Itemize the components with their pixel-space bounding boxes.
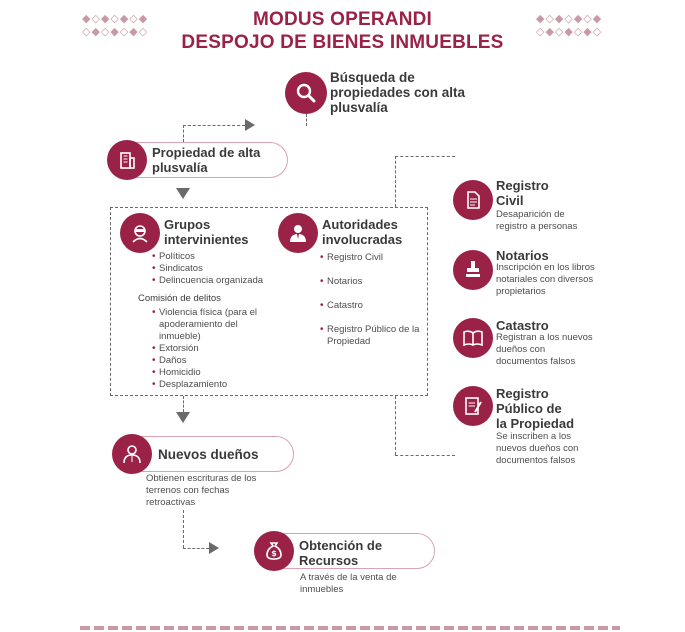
recursos-desc: A través de la venta de inmuebles: [300, 572, 397, 595]
grupos-list: [152, 251, 292, 287]
header-decoration-left: ◆◇◆◇◆◇◆ ◇◆◇◆◇◆◇: [82, 13, 149, 38]
registro-civil-icon-circle: [453, 180, 493, 220]
search-step-title: Búsqueda de propiedades con alta plusvalía: [330, 70, 466, 115]
recursos-title: Obtención de Recursos: [299, 538, 383, 568]
registry-icon: [461, 394, 485, 418]
registro-civil-desc: Desaparición de registro a personas: [496, 209, 578, 232]
connector-to-recursos: [183, 548, 209, 549]
autoridad-item: • Catastro: [320, 300, 420, 312]
connector-right-vertical-bottom: [395, 396, 396, 455]
official-person-icon: [286, 221, 310, 245]
stamp-icon: [461, 258, 485, 282]
connector-nuevos-down: [183, 510, 184, 548]
registro-publico-title: Registro Público de la Propiedad: [496, 386, 575, 431]
grupos-item: • Sindicatos: [152, 263, 292, 275]
catastro-desc: Registran a los nuevos dueños con documentos falsos: [496, 332, 593, 367]
registro-publico-icon-circle: [453, 386, 493, 426]
catastro-icon-circle: [453, 318, 493, 358]
arrow-to-search: [245, 119, 255, 131]
catastro-title: Catastro: [496, 318, 549, 333]
autoridad-item: • Registro Público de la Propiedad: [320, 324, 420, 348]
autoridad-item: • Registro Civil: [320, 252, 420, 264]
grupos-title: Grupos intervinientes: [164, 217, 249, 247]
masked-person-icon: [128, 221, 152, 245]
page-title-line2: DESPOJO DE BIENES INMUEBLES: [181, 32, 504, 53]
notarios-desc: Inscripción en los libros notariales con diversos propietarios: [496, 262, 595, 297]
autoridades-icon-circle: [278, 213, 318, 253]
delito-item: • Homicidio: [152, 367, 282, 379]
nuevos-desc: Obtienen escrituras de los terrenos con fechas retroactivas: [146, 473, 257, 508]
footer-decoration: [80, 626, 620, 630]
page-title-line1: MODUS OPERANDI: [252, 9, 433, 30]
delitos-subheading: Comisión de delitos: [138, 293, 221, 304]
owner-person-icon: [120, 442, 144, 466]
connector-box-to-nuevos: [183, 396, 184, 412]
delito-item: • Extorsión: [152, 343, 282, 355]
delito-item: • Desplazamiento: [152, 379, 282, 391]
money-bag-icon: [262, 539, 286, 563]
autoridad-item: • Notarios: [320, 276, 420, 288]
notarios-icon-circle: [453, 250, 493, 290]
propiedad-icon-circle: [107, 140, 147, 180]
delitos-list: [152, 307, 282, 391]
recursos-icon-circle: [254, 531, 294, 571]
nuevos-title: Nuevos dueños: [158, 447, 259, 462]
search-step-icon: [285, 72, 327, 114]
connector-right-vertical-top: [395, 156, 396, 207]
connector-right-bottom: [395, 455, 455, 456]
registro-civil-title: Registro Civil: [496, 178, 549, 208]
grupos-item: • Delincuencia organizada: [152, 275, 292, 287]
document-icon: [461, 188, 485, 212]
delito-item: • Daños: [152, 355, 282, 367]
nuevos-icon-circle: [112, 434, 152, 474]
header-decoration-right: ◆◇◆◇◆◇◆ ◇◆◇◆◇◆◇: [536, 13, 603, 38]
connector-to-propiedad: [183, 125, 184, 142]
delito-item: • Violencia física (para el apoderamiento del inmueble): [152, 307, 282, 343]
connector-right-top: [395, 156, 455, 157]
svg-text:$: $: [271, 549, 277, 558]
magnifier-icon: [294, 81, 318, 105]
autoridades-list: [320, 252, 420, 348]
book-icon: [461, 326, 485, 350]
arrow-to-box: [176, 188, 190, 199]
registro-publico-desc: Se inscriben a los nuevos dueños con documentos falsos: [496, 431, 579, 466]
grupos-icon-circle: [120, 213, 160, 253]
arrow-to-nuevos: [176, 412, 190, 423]
autoridades-title: Autoridades involucradas: [322, 217, 403, 247]
connector-search-horizontal: [183, 125, 245, 126]
connector-search-down: [306, 114, 307, 126]
arrow-to-recursos: [209, 542, 219, 554]
building-icon: [115, 148, 139, 172]
grupos-item: • Políticos: [152, 251, 292, 263]
propiedad-title: Propiedad de alta plusvalía: [152, 145, 261, 175]
notarios-title: Notarios: [496, 248, 549, 263]
